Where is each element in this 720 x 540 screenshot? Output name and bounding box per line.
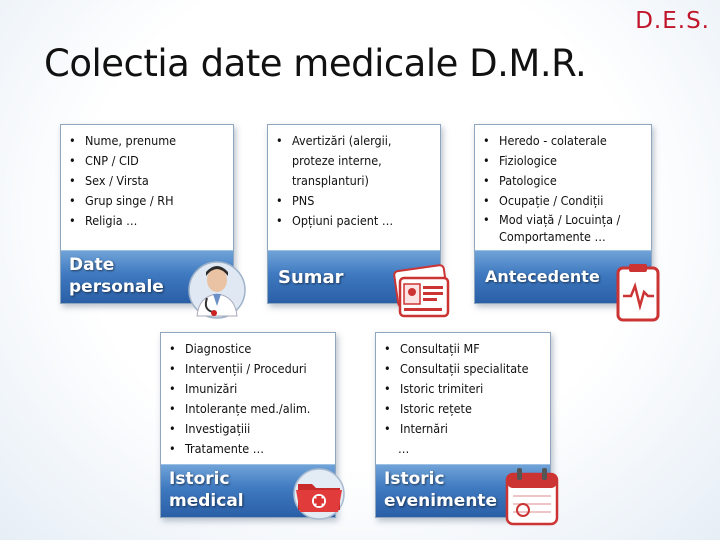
list-item: • Fiziologice [483, 153, 557, 168]
list-item: • Religia … [69, 213, 138, 228]
list-item: • Heredo - colaterale [483, 133, 607, 148]
list-item: • Diagnostice [169, 341, 252, 356]
list-item: • CNP / CID [69, 153, 139, 168]
list-item: • Opțiuni pacient … [276, 213, 394, 228]
list-item: • Avertizări (alergii, proteze interne, transplanturi) [276, 133, 392, 188]
heart-monitor-clipboard-icon [614, 262, 664, 324]
personal-data-list [69, 131, 227, 231]
list-item: • Grup singe / RH [69, 193, 174, 208]
list-item: • Nume, prenume [69, 133, 177, 148]
card-label: evenimente [384, 491, 498, 511]
brand-logo-text: D.E.S. [635, 8, 710, 34]
list-item: • Intoleranțe med./alim. [169, 401, 311, 416]
events-history-list [384, 339, 544, 459]
card-label: Sumar [278, 267, 344, 288]
list-item: • Consultații specialitate [384, 361, 529, 376]
list-item: • Consultații MF [384, 341, 480, 356]
list-item-ellipsis: … [398, 441, 410, 456]
list-item: • Internări [384, 421, 448, 436]
doctor-icon [187, 258, 247, 322]
medical-id-card-icon [392, 262, 454, 324]
summary-list [276, 131, 434, 231]
list-item: • Imunizări [169, 381, 238, 396]
list-item: • Mod viață / Locuința / Comportamente … [483, 212, 621, 244]
list-item: • Istoric trimiteri [384, 381, 484, 396]
list-item: • Ocupație / Condiții [483, 193, 604, 208]
list-item: • Patologice [483, 173, 557, 188]
medical-folder-icon [286, 466, 352, 520]
list-item: • Sex / Virsta [69, 173, 149, 188]
list-item: • Investigațiii [169, 421, 251, 436]
list-item: • Istoric rețete [384, 401, 472, 416]
card-label: Istoric [384, 469, 445, 489]
list-item: • Intervenții / Proceduri [169, 361, 307, 376]
list-item: • Tratamente … [169, 441, 264, 456]
card-label: Antecedente [485, 267, 600, 286]
card-label: Istoric [169, 469, 230, 489]
page-title: Colectia date medicale D.M.R. [44, 42, 587, 85]
calendar-icon [501, 466, 563, 528]
list-item: • PNS [276, 193, 315, 208]
card-label: Date [69, 255, 115, 275]
antecedents-list [483, 131, 645, 245]
medical-history-list [169, 339, 329, 459]
card-label: personale [69, 277, 164, 297]
card-label: medical [169, 491, 244, 511]
